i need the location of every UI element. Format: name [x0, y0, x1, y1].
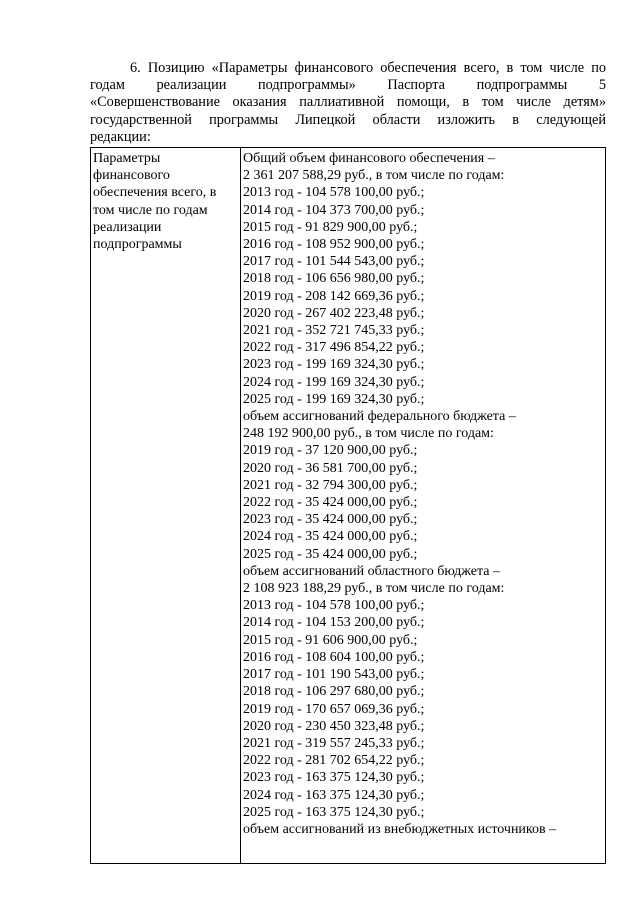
- financing-line-22: 2023 год - 35 424 000,00 руб.;: [243, 512, 418, 528]
- intro-line-3: «Совершенствование оказания паллиативной помощи, в том числе детям»: [90, 94, 606, 111]
- financing-line-39: 2025 год - 163 375 124,30 руб.;: [243, 804, 425, 820]
- financing-line-37: 2023 год - 163 375 124,30 руб.;: [243, 770, 425, 786]
- financing-line-26: 2 108 923 188,29 руб., в том числе по годам:: [243, 581, 505, 597]
- parameter-name-line-5: реализации: [93, 219, 162, 235]
- financing-line-13: 2023 год - 199 169 324,30 руб.;: [243, 357, 425, 373]
- financing-line-10: 2020 год - 267 402 223,48 руб.;: [243, 305, 425, 321]
- financing-line-38: 2024 год - 163 375 124,30 руб.;: [243, 787, 425, 803]
- financing-line-27: 2013 год - 104 578 100,00 руб.;: [243, 598, 425, 614]
- parameter-name-line-6: подпрограммы: [93, 237, 182, 253]
- financing-line-31: 2017 год - 101 190 543,00 руб.;: [243, 667, 425, 683]
- financing-line-25: объем ассигнований областного бюджета –: [243, 563, 500, 579]
- intro-line-2: годам реализации подпрограммы» Паспорта подпрограммы 5: [90, 77, 606, 94]
- financing-line-19: 2020 год - 36 581 700,00 руб.;: [243, 460, 418, 476]
- financing-line-8: 2018 год - 106 656 980,00 руб.;: [243, 271, 425, 287]
- parameter-value-cell: [241, 148, 605, 863]
- financing-line-7: 2017 год - 101 544 543,00 руб.;: [243, 254, 425, 270]
- financing-line-18: 2019 год - 37 120 900,00 руб.;: [243, 443, 418, 459]
- parameter-name-line-1: Параметры: [93, 151, 161, 166]
- financing-line-16: объем ассигнований федерального бюджета –: [243, 409, 516, 425]
- financing-line-30: 2016 год - 108 604 100,00 руб.;: [243, 649, 425, 665]
- financing-line-20: 2021 год - 32 794 300,00 руб.;: [243, 477, 418, 493]
- financing-line-32: 2018 год - 106 297 680,00 руб.;: [243, 684, 425, 700]
- financing-line-9: 2019 год - 208 142 669,36 руб.;: [243, 288, 425, 304]
- financing-line-3: 2013 год - 104 578 100,00 руб.;: [243, 185, 425, 201]
- financing-line-36: 2022 год - 281 702 654,22 руб.;: [243, 753, 425, 769]
- financing-line-23: 2024 год - 35 424 000,00 руб.;: [243, 529, 418, 545]
- financing-line-21: 2022 год - 35 424 000,00 руб.;: [243, 495, 418, 511]
- intro-line-4: государственной программы Липецкой области изложить в следующей: [90, 111, 606, 128]
- financing-line-17: 248 192 900,00 руб., в том числе по годам:: [243, 426, 494, 442]
- parameter-name-cell: [91, 148, 241, 863]
- financing-line-5: 2015 год - 91 829 900,00 руб.;: [243, 219, 418, 235]
- financing-line-4: 2014 год - 104 373 700,00 руб.;: [243, 202, 425, 218]
- financing-line-2: 2 361 207 588,29 руб., в том числе по годам:: [243, 168, 505, 184]
- financing-line-14: 2024 год - 199 169 324,30 руб.;: [243, 374, 425, 390]
- intro-line-5: редакции:: [90, 128, 151, 145]
- financing-line-33: 2019 год - 170 657 069,36 руб.;: [243, 701, 425, 717]
- financing-line-35: 2021 год - 319 557 245,33 руб.;: [243, 735, 425, 751]
- parameter-name-line-4: том числе по годам: [93, 202, 208, 218]
- financing-line-12: 2022 год - 317 496 854,22 руб.;: [243, 340, 425, 356]
- financing-line-40: объем ассигнований из внебюджетных источников –: [243, 821, 557, 837]
- financing-line-34: 2020 год - 230 450 323,48 руб.;: [243, 718, 425, 734]
- financing-line-15: 2025 год - 199 169 324,30 руб.;: [243, 391, 425, 407]
- financing-line-29: 2015 год - 91 606 900,00 руб.;: [243, 632, 418, 648]
- financing-line-28: 2014 год - 104 153 200,00 руб.;: [243, 615, 425, 631]
- financing-line-24: 2025 год - 35 424 000,00 руб.;: [243, 546, 418, 562]
- parameter-name-line-3: обеспечения всего, в: [93, 185, 217, 201]
- financing-line-6: 2016 год - 108 952 900,00 руб.;: [243, 237, 425, 253]
- financing-line-1: Общий объем финансового обеспечения –: [243, 151, 495, 166]
- financing-line-11: 2021 год - 352 721 745,33 руб.;: [243, 323, 425, 339]
- intro-line-1: 6. Позицию «Параметры финансового обеспечения всего, в том числе по: [130, 60, 606, 76]
- financing-table: [90, 147, 606, 864]
- intro-paragraph: [90, 60, 606, 146]
- parameter-name-line-2: финансового: [93, 168, 170, 184]
